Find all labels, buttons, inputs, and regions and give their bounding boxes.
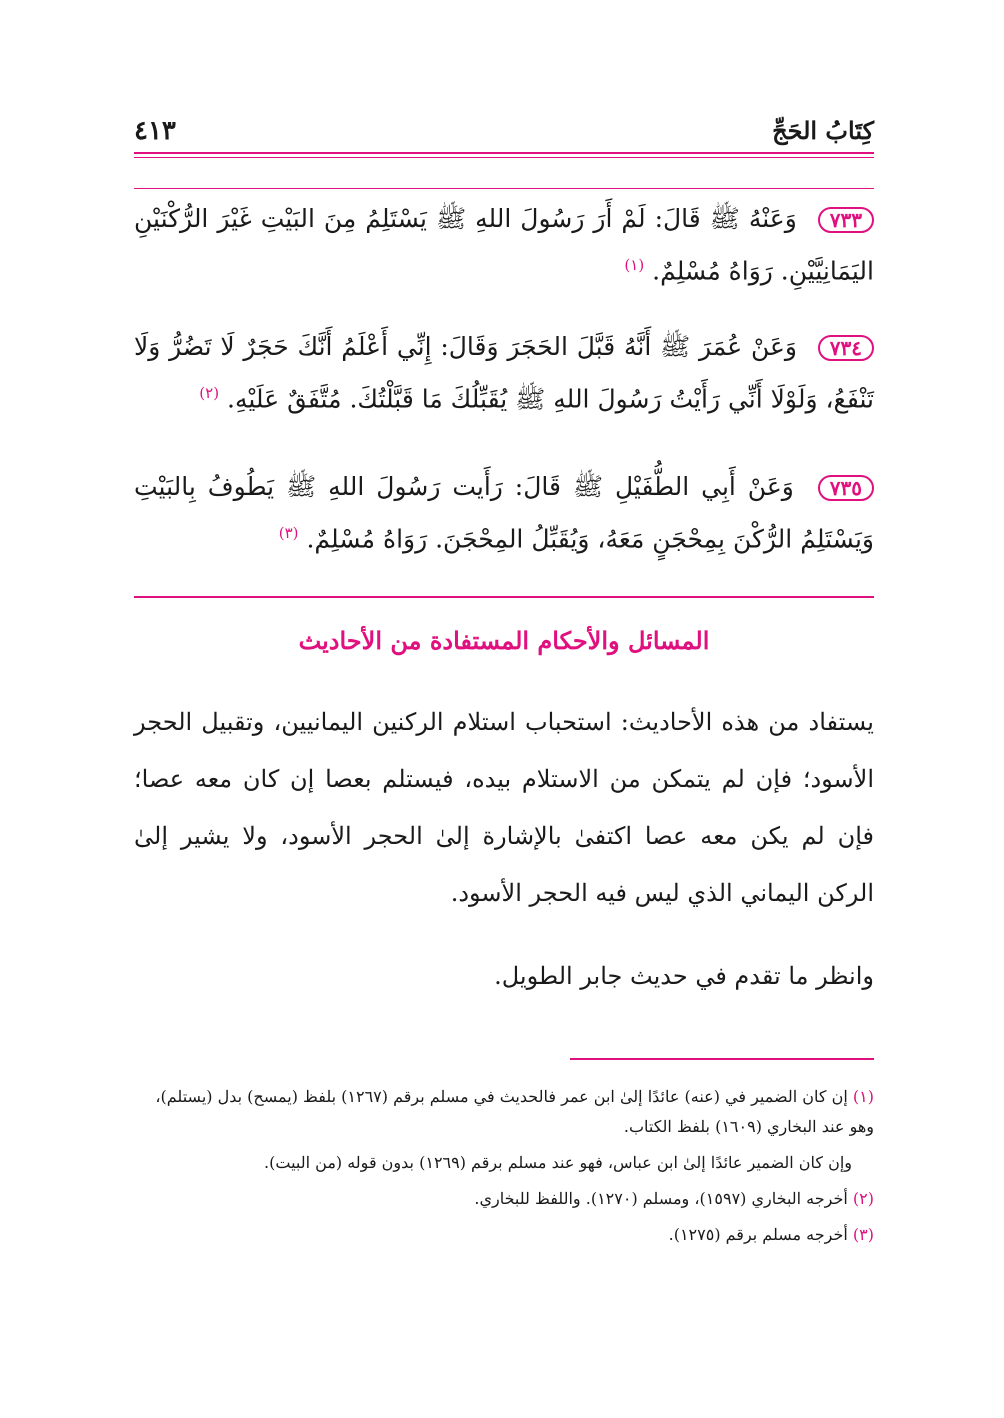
hadith-text: وَعَنْ أَبِي الطُّفَيْلِ ﷺ قَالَ: رَأَيت رَسُولَ اللهِ ﷺ يَطُوفُ بِالبَيْتِ وَيَسْتَلِمُ الرُّكْنَ بِمِحْجَنٍ مَعَهُ، وَيُقَبِّلُ المِحْجَنَ. رَوَاهُ مُسْلِمٌ. <box>134 472 874 554</box>
hadith-number: ٧٣٥ <box>818 475 874 501</box>
footnote-item <box>134 1082 874 1142</box>
footnote-reference: (٢) <box>199 384 220 402</box>
hadith-top-rule <box>134 188 874 189</box>
body-paragraph: وانظر ما تقدم في حديث جابر الطويل. <box>494 962 874 990</box>
footnote-item <box>134 1220 874 1250</box>
chapter-title: كِتَابُ الحَجِّ <box>772 116 874 145</box>
footnote-text: أخرجه مسلم برقم (١٢٧٥). <box>668 1225 848 1244</box>
page-header <box>134 112 874 152</box>
body-paragraph: يستفاد من هذه الأحاديث: استحباب استلام الركنين اليمانيين، وتقبيل الحجر الأسود؛ فإن لم يتمكن من الاستلام بيده، فيستلم بعصا إن كان معه عصا؛ فإن لم يكن معه عصا اكتفىٰ بالإشارة إلىٰ الحجر الأسود، ولا يشير إلىٰ الركن اليماني الذي ليس فيه الحجر الأسود. <box>134 708 874 907</box>
footnote-item <box>134 1148 874 1178</box>
hadith-text: وَعَنْ عُمَرَ ﷺ أَنَّهُ قَبَّلَ الحَجَرَ وَقَالَ: إِنِّي أَعْلَمُ أَنَّكَ حَجَرٌ لَا تَضُرُّ وَلَا تَنْفَعُ، وَلَوْلَا أَنِّي رَأَيْتُ رَسُولَ اللهِ ﷺ يُقَبِّلُكَ مَا قَبَّلْتُكَ. مُتَّفَقٌ عَلَيْهِ. <box>134 332 874 414</box>
header-rule-thin <box>134 157 874 158</box>
footnote-text: أخرجه البخاري (١٥٩٧)، ومسلم (١٢٧٠). واللفظ للبخاري. <box>474 1189 848 1208</box>
footnote-text: إن كان الضمير في (عنه) عائدًا إلىٰ ابن عمر فالحديث في مسلم برقم (١٢٦٧) بلفظ (يمسح) بدل (يستلم)، وهو عند البخاري (١٦٠٩) بلفظ الكتاب. <box>155 1087 874 1136</box>
hadith-text: وَعَنْهُ ﷺ قَالَ: لَمْ أَرَ رَسُولَ اللهِ ﷺ يَسْتَلِمُ مِنَ البَيْتِ غَيْرَ الرُّكْنَيْنِ اليَمَانِيَّيْنِ. رَوَاهُ مُسْلِمٌ. <box>134 204 874 286</box>
footnote-item <box>134 1184 874 1214</box>
footnote-reference: (٣) <box>278 524 299 542</box>
page-number: ٤١٣ <box>134 116 176 146</box>
footnote-mark: (١) <box>852 1087 874 1106</box>
footnote-mark: (٣) <box>852 1225 874 1244</box>
header-rule <box>134 152 874 154</box>
hadith-735 <box>134 464 874 562</box>
footnotes <box>134 1082 874 1256</box>
section-title: المسائل والأحكام المستفادة من الأحاديث <box>298 626 710 655</box>
footnote-text: وإن كان الضمير عائدًا إلىٰ ابن عباس، فهو عند مسلم برقم (١٢٦٩) بدون قوله (من البيت). <box>264 1153 852 1172</box>
hadith-bottom-rule <box>134 596 874 598</box>
footnote-reference: (١) <box>624 256 645 274</box>
hadith-734 <box>134 324 874 422</box>
footnote-separator <box>570 1058 874 1060</box>
hadith-number: ٧٣٤ <box>818 335 874 361</box>
hadith-733 <box>134 196 874 294</box>
hadith-number: ٧٣٣ <box>818 207 874 233</box>
footnote-mark: (٢) <box>852 1189 874 1208</box>
